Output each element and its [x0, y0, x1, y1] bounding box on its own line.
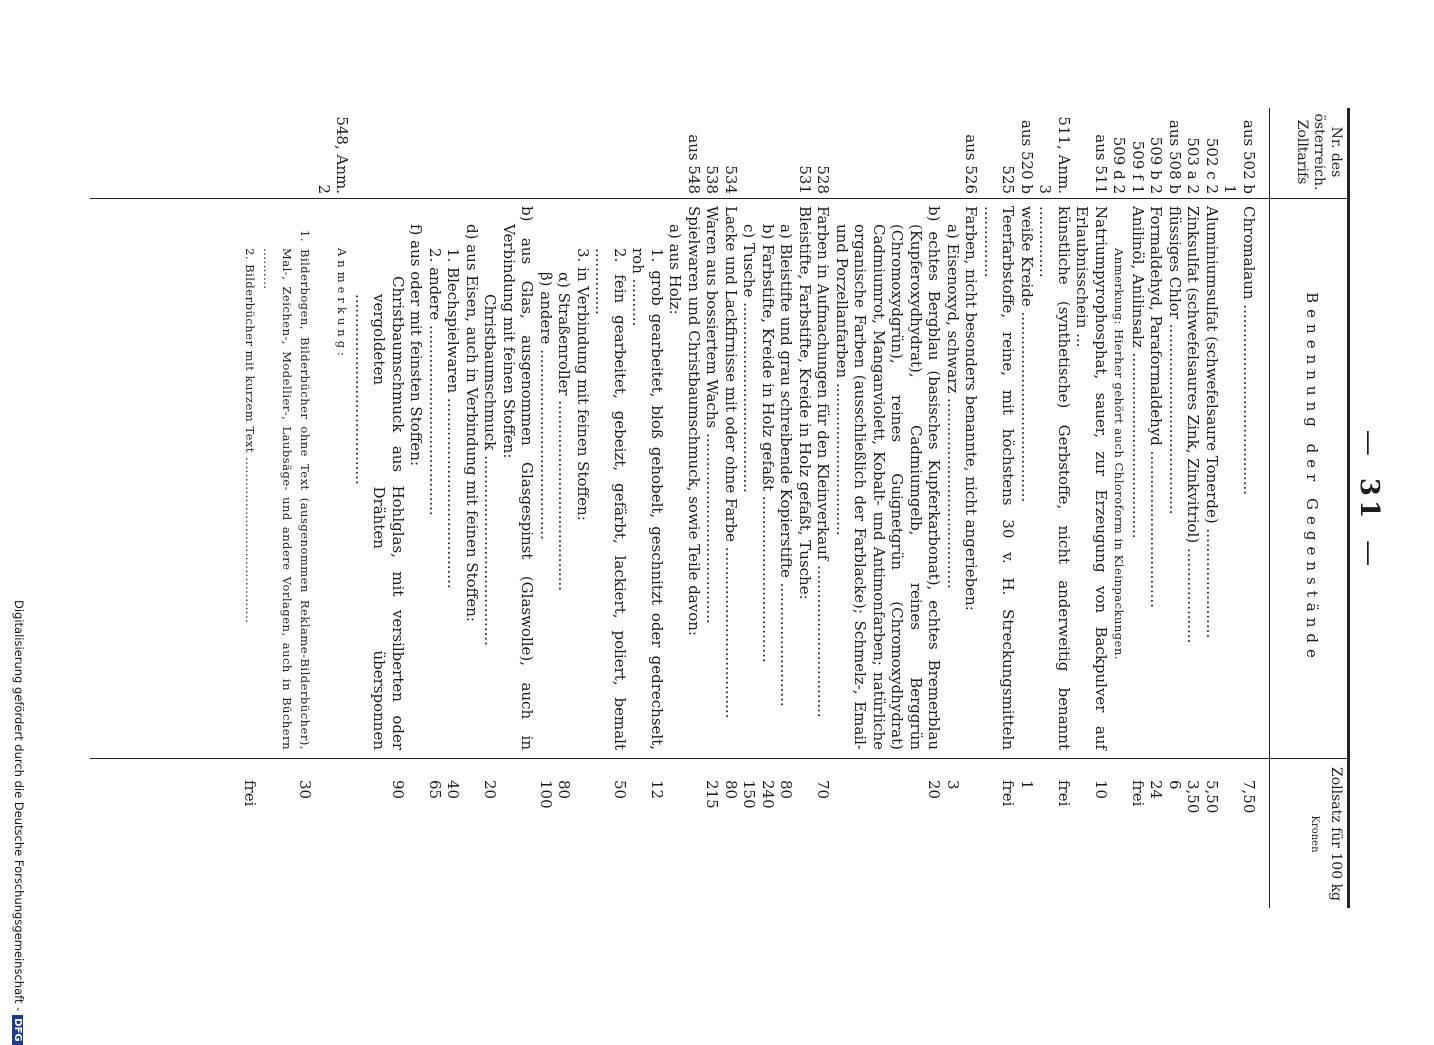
table-row [315, 108, 352, 908]
description-cell: b) aus Glas, ausgenommen Glasgespinst (Glaswolle), auch in Verbindung mit feinen Stoffen: [500, 206, 537, 750]
header-duty-rate [1306, 760, 1344, 908]
tariff-number-cell: 525 [999, 165, 1018, 194]
description-cell: Farben in Aufmachungen für den Kleinverkauf ................................ [814, 206, 833, 718]
table-header-rule [1269, 108, 1270, 908]
duty-rate-cell: 24 [1147, 780, 1166, 800]
description-cell: d) aus Eisen, auch in Verbindung mit feinen Stoffen: [463, 224, 481, 622]
table-row [1110, 108, 1129, 908]
description-cell: c) Tusche ........................................ [740, 224, 759, 493]
table-row [981, 108, 1018, 908]
page-number-value: 31 [1354, 477, 1384, 523]
header-duty-rate-unit: Kronen [1309, 815, 1320, 853]
tariff-number-cell: 509 f 1 [1129, 140, 1147, 194]
description-cell: a) Bleistifte und grau schreibende Kopierstifte .......................... [777, 224, 796, 707]
duty-rate-cell: 1 [1018, 780, 1036, 790]
description-cell: Teerfarbstoffe, reine, mit höchstens 30 v. H. Streckungsmitteln ............... [981, 206, 1018, 750]
description-cell: f) aus oder mit feinsten Stoffen: [407, 224, 426, 467]
duty-rate-cell: 20 [925, 780, 944, 800]
table-row [1166, 108, 1185, 908]
description-cell: 1. grob gearbeitet, bloß gehobelt, geschnitzt oder gedrechselt, roh .......... [629, 248, 666, 750]
description-cell: 2. andere ........................................ [426, 248, 444, 516]
table-row [759, 108, 778, 908]
tariff-number-cell: 531 [796, 165, 814, 194]
tariff-number-cell: 502 c 2 [1203, 137, 1221, 194]
tariff-number-cell: aus 508 b [1166, 119, 1184, 194]
tariff-number-cell: 509 b 2 [1147, 136, 1166, 194]
duty-rate-cell: frei [999, 780, 1018, 807]
duty-rate-cell: 90 [389, 780, 407, 800]
duty-rate-cell: 80 [722, 780, 740, 800]
description-cell: Christbaumschmuck ........................................ [481, 294, 500, 646]
description-cell: a) aus Holz: [666, 224, 685, 315]
table-body [241, 108, 1259, 908]
table-row [814, 108, 833, 908]
duty-rate-cell: 10 [1092, 780, 1110, 800]
duty-rate-cell: 70 [814, 780, 833, 800]
description-cell: Anilinöl, Anilinsalz ....................................... [1129, 206, 1147, 539]
table-row [703, 108, 722, 908]
tariff-number-cell: 534 [722, 165, 740, 194]
description-cell: 2. fein gearbeitet, gebeizt, gefärbt, lackiert, poliert, bemalt .............. [592, 248, 629, 750]
table-row [1147, 108, 1166, 908]
description-cell: Christbaumschmuck aus Hohlglas, mit versilberten oder vergoldeten Drähten übersponnen ........................................ [352, 276, 407, 750]
description-cell: a) Eisenoxyd, schwarz ........................................ [944, 224, 962, 589]
table-row [962, 108, 981, 908]
tariff-number-cell: 503 a 2 [1184, 137, 1203, 194]
tariff-number-cell: aus 511 [1092, 134, 1110, 194]
duty-rate-cell: 100 [537, 780, 555, 809]
table-row [1018, 108, 1037, 908]
table-row [444, 108, 463, 908]
tariff-number-cell: aus 502 b 1 [1221, 119, 1258, 194]
duty-rate-cell: 20 [481, 780, 500, 800]
tariff-number-cell: aus 520 b [1018, 119, 1036, 194]
table-row [463, 108, 482, 908]
tariff-number-cell: 509 d 2 [1110, 136, 1129, 194]
tariff-number-cell: 538 [703, 165, 722, 194]
table-row [1184, 108, 1203, 908]
table-row [833, 108, 944, 908]
table-row [481, 108, 500, 908]
description-cell: Formaldehyd, Paraformaldehyd ................................. [1147, 206, 1166, 609]
duty-rate-cell: frei [1129, 780, 1147, 807]
description-cell: künstliche (synthetische) Gerbstoffe, nicht anderweitig benannt ............... [1036, 206, 1073, 750]
header-goods-description: Benennung der Gegenstände [1303, 292, 1321, 664]
duty-rate-cell: 6 [1166, 780, 1184, 790]
description-cell: Zinksulfat (schwefelsaures Zink, Zinkvitriol) .................... [1184, 206, 1203, 644]
duty-rate-cell: frei [1055, 780, 1073, 807]
duty-rate-cell: 7,50 [1240, 780, 1258, 814]
table-row [555, 108, 574, 908]
description-cell: b) echtes Bergblau (basisches Kupferkarbonat), echtes Bremerblau (Kupferoxydhydrat), Cadmiumgelb, reines Berggrün (Chromoxydgrün), reines Guignetgrün (Chromoxydhydrat) Cadmiumrot, Manganviolett, Kobalt- und Antimonfarben; natürliche organische Farben (ausschließlich der Farblacke); Schmelz-, Email- und Porzellanfarben ................................ [833, 206, 944, 750]
table-row [1129, 108, 1148, 908]
description-cell: Natriumpyrophosphat, sauer, zur Erzeugung von Backpulver auf Erlaubnisschein ... [1073, 206, 1110, 750]
table-row [796, 108, 815, 908]
table-row [500, 108, 537, 908]
description-cell: flüssiges Chlor ........................................ [1166, 206, 1184, 515]
header-duty-rate-label: Zollsatz für 100 kg [1328, 766, 1344, 902]
description-cell: Aluminiumsulfat (schwefelsaure Tonerde) ....................... [1203, 206, 1221, 639]
description-cell: Farben, nicht besonders benannte, nicht angerieben: [962, 206, 981, 611]
header-tariff-number: Nr. des österreich. Zolltarifs [1294, 113, 1344, 191]
table-row [685, 108, 704, 908]
table-row [426, 108, 445, 908]
table-row [944, 108, 963, 908]
duty-rate-cell: 40 [444, 780, 463, 800]
table-row [537, 108, 556, 908]
duty-rate-cell: 3 [944, 780, 962, 790]
duty-rate-cell: 3,50 [1184, 780, 1203, 814]
description-cell: 1. Bilderbogen, Bilderbücher ohne Text (ausgenommen Reklame-Bilderbücher), Mal-, Zeichen-, Modellier-, Laubsäge- und andere Vorlagen, auch in Büchern .......... [261, 230, 313, 750]
table-top-rule [1347, 108, 1350, 908]
digitization-footer [12, 600, 26, 1042]
description-cell: Bleistifte, Farbstifte, Kreide in Holz gefaßt, Tusche: [796, 206, 814, 600]
duty-rate-cell: 150 [740, 780, 759, 809]
table-row [352, 108, 408, 908]
duty-rate-cell: 50 [611, 780, 629, 800]
duty-rate-cell: 215 [703, 780, 722, 809]
description-cell: Chromalaun ........................................ [1240, 206, 1258, 496]
description-cell: α) Straßenroller ........................................ [555, 272, 574, 592]
tariff-number-cell: aus 548 [685, 134, 703, 194]
table-row [1221, 108, 1258, 908]
table-row [1073, 108, 1110, 908]
description-cell: weiße Kreide ........................................ [1018, 206, 1036, 503]
description-cell: Spielwaren und Christbaumschmuck, sowie Teile davon: [685, 206, 703, 636]
description-cell: 1. Blechspielwaren ........................................ [444, 248, 463, 589]
description-cell: β) andere ........................................ [537, 272, 555, 540]
table-row [666, 108, 685, 908]
page-number: —31— [1354, 429, 1384, 571]
duty-rate-cell: 80 [555, 780, 574, 800]
description-cell: b) Farbstifte, Kreide in Holz gefaßt ................................... [759, 224, 777, 663]
duty-rate-cell: 5,50 [1203, 780, 1221, 814]
table-row [1036, 108, 1073, 908]
tariff-number-cell: 528 [814, 165, 833, 194]
duty-rate-cell: 240 [759, 780, 777, 809]
duty-rate-cell: 12 [648, 780, 666, 800]
table-row [574, 108, 593, 908]
dfg-logo: DFG [12, 1015, 23, 1044]
description-cell: Anmerkung: [335, 248, 350, 360]
description-cell: Anmerkung: Hierher gehört auch Chloroform in Kleinpackungen. [1112, 248, 1127, 661]
tariff-number-cell: 548, Anm. 2 [315, 116, 352, 194]
tariff-number-cell: aus 526 [962, 134, 981, 194]
table-row [629, 108, 666, 908]
table-row [740, 108, 759, 908]
table-row [407, 108, 426, 908]
description-cell: Waren aus bossiertem Wachs ........................................ [703, 206, 722, 624]
footer-text: Digitalisierung gefördert durch die Deutsche Forschungsgemeinschaft - [12, 600, 26, 1012]
table-row [241, 108, 260, 908]
table-row [777, 108, 796, 908]
duty-rate-cell: 30 [296, 780, 315, 800]
description-cell: 3. in Verbindung mit feinen Stoffen: [574, 248, 592, 521]
table-row [259, 108, 315, 908]
table-row [722, 108, 741, 908]
description-cell: Lacke und Lackfirnisse mit oder ohne Farbe .................................... [722, 206, 740, 719]
duty-rate-cell: 65 [426, 780, 444, 800]
table-row [1203, 108, 1222, 908]
tariff-number-cell: 511, Anm. 3 [1036, 116, 1073, 194]
description-cell: 2. Bilderbücher mit kurzem Text ........................................ [243, 248, 257, 624]
duty-rate-cell: frei [241, 780, 259, 807]
duty-rate-cell: 80 [777, 780, 796, 800]
table-row [592, 108, 629, 908]
